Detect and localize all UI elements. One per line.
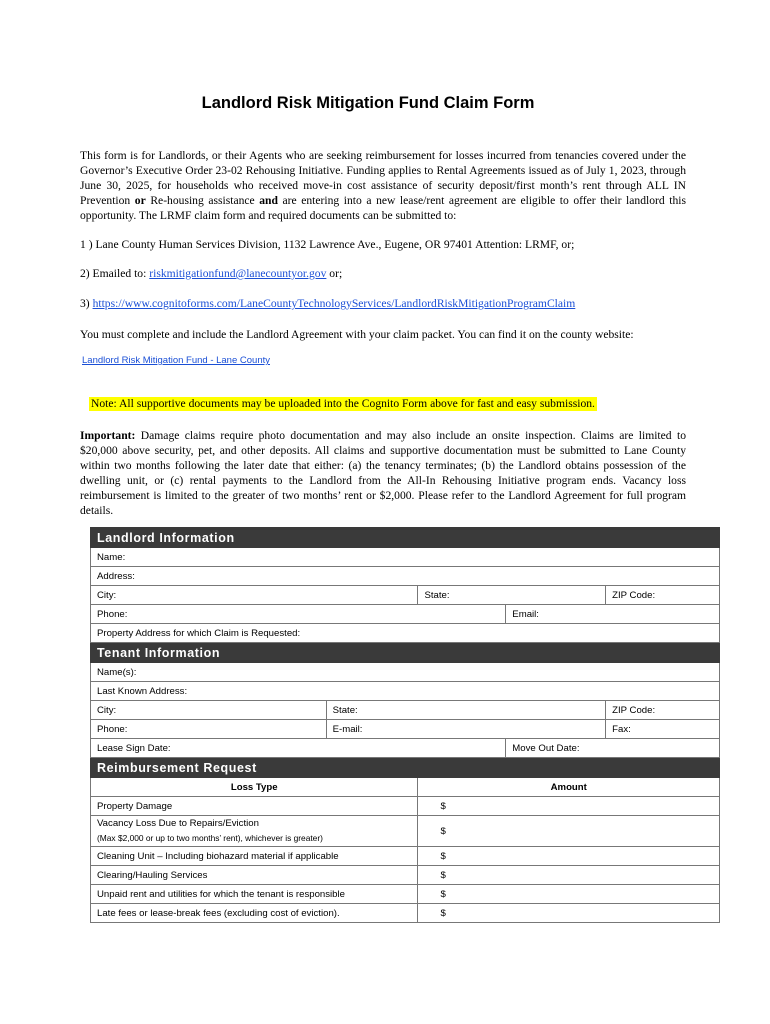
loss-type-label: Unpaid rent and utilities for which the tenant is responsible [91, 885, 418, 904]
tenant-state-field[interactable]: State: [326, 701, 606, 720]
amount-column-header: Amount [418, 778, 720, 797]
amount-field[interactable]: $ [418, 904, 720, 923]
option2-prefix: 2) Emailed to: [80, 267, 150, 280]
email-link[interactable]: riskmitigationfund@lanecountyor.gov [149, 267, 327, 280]
amount-field[interactable]: $ [418, 797, 720, 816]
agreement-text: You must complete and include the Landlord Agreement with your claim packet. You can find it on the county website: [80, 328, 634, 341]
tenant-fax-field[interactable]: Fax: [606, 720, 720, 739]
loss-type-label: Cleaning Unit – Including biohazard material if applicable [91, 847, 418, 866]
reimbursement-row [91, 816, 720, 847]
amount-field[interactable]: $ [418, 866, 720, 885]
reimbursement-row [91, 885, 720, 904]
loss-type-column-header: Loss Type [91, 778, 418, 797]
landlord-address-field[interactable]: Address: [91, 567, 720, 586]
option2-suffix: or; [326, 267, 343, 280]
landlord-section-header: Landlord Information [91, 528, 720, 548]
amount-field[interactable]: $ [418, 885, 720, 904]
important-label: Important: [80, 429, 136, 442]
county-website-link[interactable]: Landlord Risk Mitigation Fund - Lane County [82, 355, 270, 366]
tenant-zip-field[interactable]: ZIP Code: [606, 701, 720, 720]
intro-paragraph [80, 148, 686, 223]
landlord-state-field[interactable]: State: [418, 586, 606, 605]
tenant-last-address-field[interactable]: Last Known Address: [91, 682, 720, 701]
cognito-form-link[interactable]: https://www.cognitoforms.com/LaneCountyTechnologyServices/LandlordRiskMitigationProgramClaim [92, 297, 576, 310]
note-highlight: Note: All supportive documents may be uploaded into the Cognito Form above for fast and easy submission. [91, 397, 595, 410]
reimbursement-section-header: Reimbursement Request [91, 758, 720, 778]
landlord-email-field[interactable]: Email: [506, 605, 720, 624]
property-address-field[interactable]: Property Address for which Claim is Requested: [91, 624, 720, 643]
submission-option-3 [80, 296, 575, 311]
vacancy-loss-label: Vacancy Loss Due to Repairs/Eviction [97, 818, 259, 829]
lease-sign-date-field[interactable]: Lease Sign Date: [91, 739, 506, 758]
tenant-section-header: Tenant Information [91, 643, 720, 663]
tenant-city-field[interactable]: City: [91, 701, 327, 720]
submission-option-2 [80, 266, 342, 281]
landlord-phone-field[interactable]: Phone: [91, 605, 506, 624]
loss-type-label: Late fees or lease-break fees (excluding cost of eviction). [91, 904, 418, 923]
intro-and: and [259, 194, 278, 207]
page-title: Landlord Risk Mitigation Fund Claim Form [201, 94, 535, 112]
tenant-email-field[interactable]: E-mail: [326, 720, 606, 739]
tenant-names-field[interactable]: Name(s): [91, 663, 720, 682]
intro-or: or [134, 194, 146, 207]
amount-field[interactable]: $ [418, 816, 720, 847]
intro-text: This form is for Landlords, or their Agents who are seeking reimbursement for losses incurred from tenancies covered under the Governor’s Executive Order 23-02 Rehousing Initiative. Funding applies to Rental Agreements issued as of July 1, 2023, through June 30, 2025, for households who received move-in cost assistance of security deposit/first month’s rent through ALL IN Prevention [80, 149, 686, 207]
vacancy-loss-note: (Max $2,000 or up to two months’ rent), whichever is greater) [97, 833, 323, 843]
landlord-zip-field[interactable]: ZIP Code: [606, 586, 720, 605]
reimbursement-row [91, 904, 720, 923]
option3-prefix: 3) [80, 297, 93, 310]
important-text: Damage claims require photo documentation and may also include an onsite inspection. Claims are limited to $20,000 above security, pet, and other deposits. All claims and supportive documentation must be submitted to Lane County within two months following the later date that either: (a) the tenancy terminates; (b) the Landlord obtains possession of the dwelling unit, or (c) rental payments to the Landlord from the All-In Rehousing Initiative program ends. Vacancy loss reimbursement is limited to the greater of two months’ rent or $2,000. Please refer to the Landlord Agreement for full program details. [80, 429, 686, 517]
loss-type-label: Property Damage [91, 797, 418, 816]
move-out-date-field[interactable]: Move Out Date: [506, 739, 720, 758]
landlord-city-field[interactable]: City: [91, 586, 418, 605]
claim-form-table [90, 527, 720, 923]
intro-end: are entering into a new lease/rent agreement are eligible to offer their landlord this opportunity. The LRMF claim form and required documents can be submitted to: [80, 194, 686, 222]
reimbursement-row [91, 866, 720, 885]
loss-type-label: Clearing/Hauling Services [91, 866, 418, 885]
reimbursement-row [91, 847, 720, 866]
submission-option-1: 1 ) Lane County Human Services Division, 1132 Lawrence Ave., Eugene, OR 97401 Attention: LRMF, or; [80, 238, 575, 251]
important-paragraph [80, 428, 686, 518]
landlord-name-field[interactable]: Name: [91, 548, 720, 567]
intro-mid: Re-housing assistance [150, 194, 255, 207]
reimbursement-row [91, 797, 720, 816]
tenant-phone-field[interactable]: Phone: [91, 720, 327, 739]
amount-field[interactable]: $ [418, 847, 720, 866]
loss-type-label [91, 816, 418, 847]
